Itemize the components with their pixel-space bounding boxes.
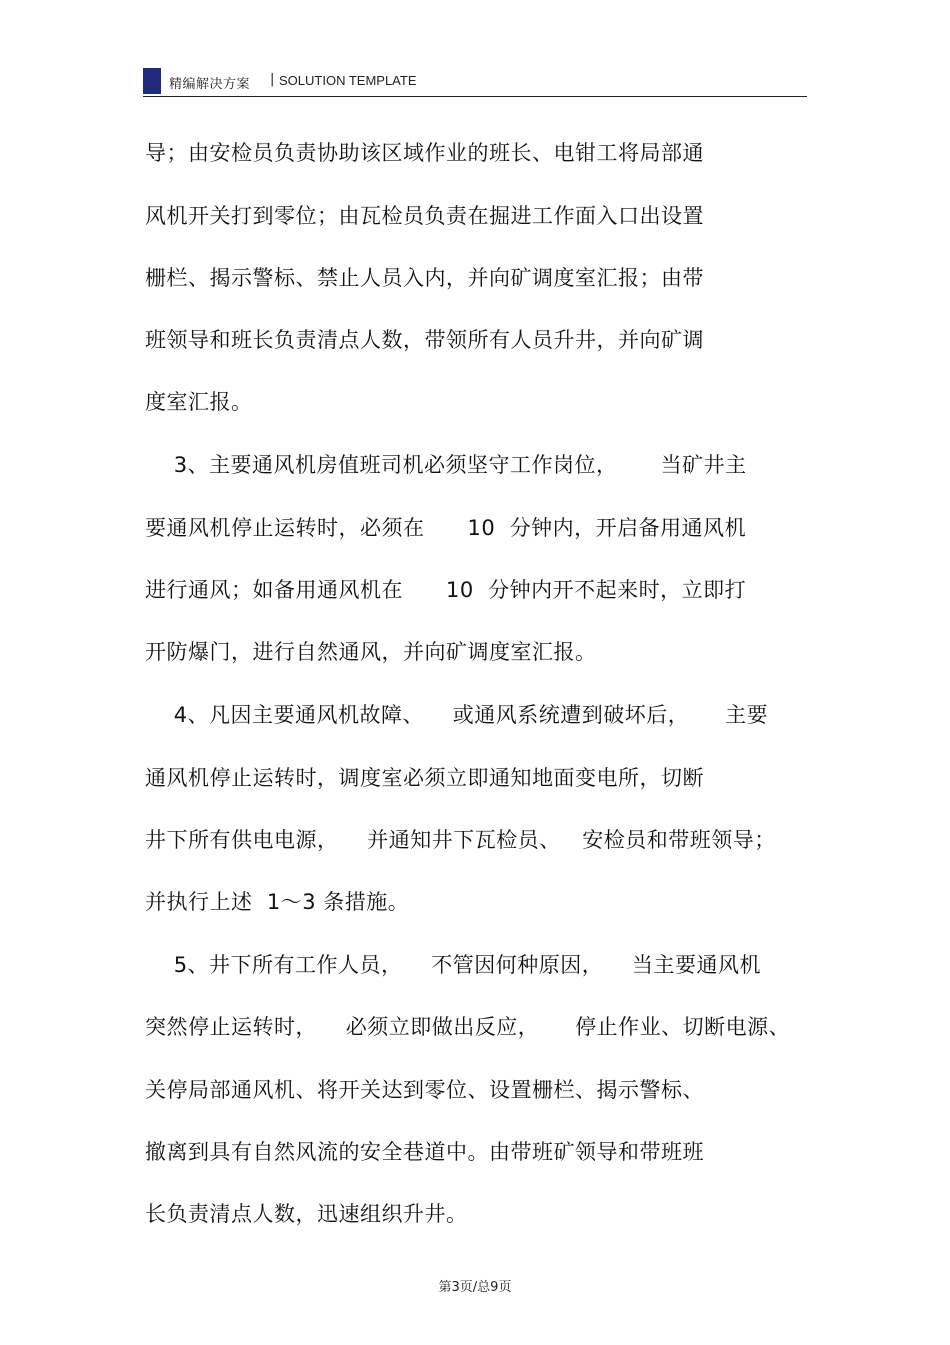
text-line: 突然停止运转时， 必须立即做出反应， 停止作业、切断电源、	[145, 1015, 791, 1039]
text-line: 度室汇报。	[145, 390, 253, 414]
text-line: 进行通风；如备用通风机在 10 分钟内开不起来时，立即打	[145, 578, 747, 602]
text-line: 4、凡因主要通风机故障、 或通风系统遭到破坏后， 主要	[145, 703, 769, 727]
text-line: 导；由安检员负责协助该区域作业的班长、电钳工将局部通	[145, 141, 704, 165]
text-line: 风机开关打到零位；由瓦检员负责在掘进工作面入口出设置	[145, 204, 704, 228]
text-line: 通风机停止运转时，调度室必须立即通知地面变电所，切断	[145, 766, 704, 790]
text-line: 井下所有供电电源， 并通知井下瓦检员、 安检员和带班领导；	[145, 828, 776, 852]
page-header	[143, 66, 807, 97]
text-line: 要通风机停止运转时，必须在 10 分钟内，开启备用通风机	[145, 516, 747, 540]
text-line: 5、井下所有工作人员， 不管因何种原因， 当主要通风机	[145, 953, 761, 977]
text-line: 栅栏、揭示警标、禁止人员入内，并向矿调度室汇报；由带	[145, 266, 704, 290]
text-line: 撤离到具有自然风流的安全巷道中。由带班矿领导和带班班	[145, 1140, 704, 1164]
header-separator: |	[270, 72, 275, 87]
text-line: 关停局部通风机、将开关达到零位、设置栅栏、揭示警标、	[145, 1078, 704, 1102]
header-tagline: SOLUTION TEMPLATE	[279, 73, 417, 88]
text-line: 并执行上述 1～3 条措施。	[145, 890, 410, 914]
text-line: 班领导和班长负责清点人数，带领所有人员升井，并向矿调	[145, 328, 704, 352]
page-number: 第3页/总9页	[438, 1280, 512, 1295]
text-line: 开防爆门，进行自然通风，并向矿调度室汇报。	[145, 640, 597, 664]
header-brand: 精编解决方案	[169, 77, 251, 92]
logo-icon	[143, 68, 161, 94]
text-line: 3、主要通风机房值班司机必须坚守工作岗位， 当矿井主	[145, 453, 747, 477]
text-line: 长负责清点人数，迅速组织升井。	[145, 1202, 468, 1226]
